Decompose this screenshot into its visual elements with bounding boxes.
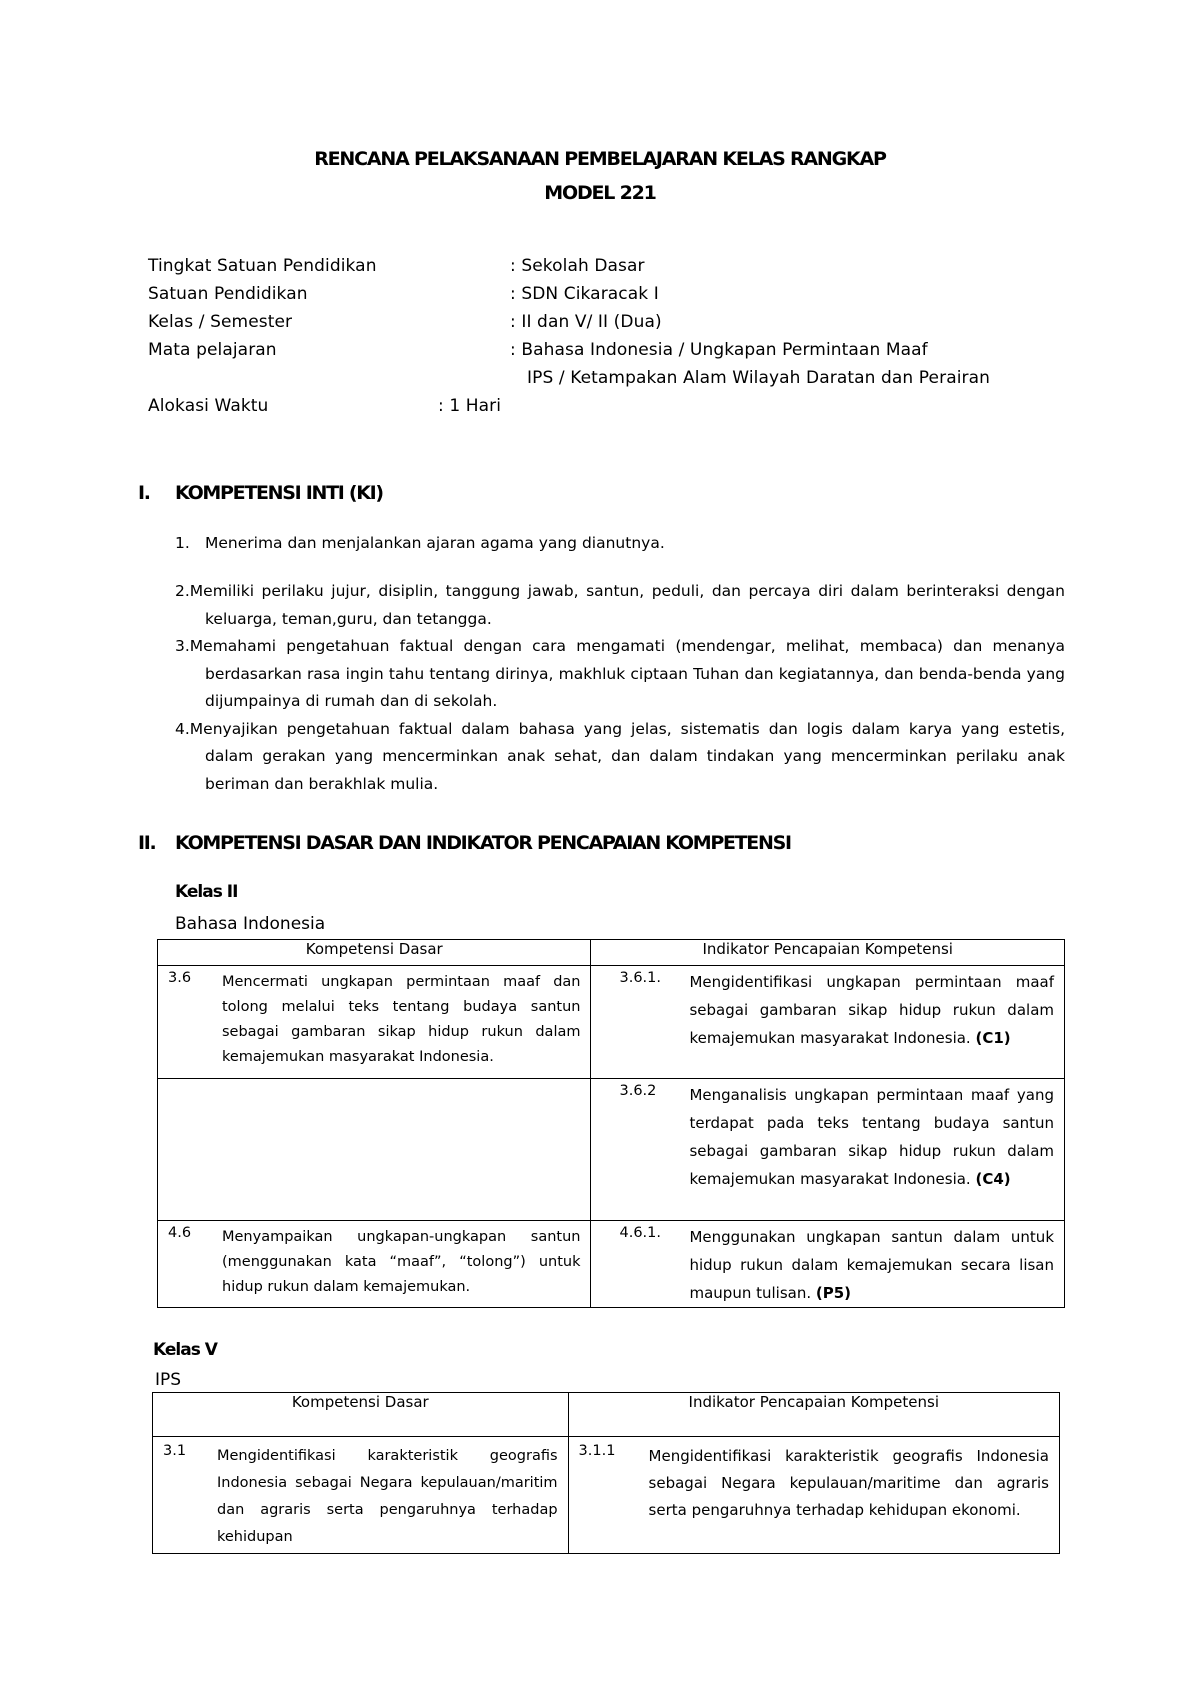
competency-table <box>157 939 1065 1308</box>
table-row <box>158 966 1065 1079</box>
identity-value: : 1 Hari <box>438 396 502 416</box>
ki-text: Memahami pengetahuan faktual dengan cara mengamati (mendengar, melihat, membaca) dan menanya berdasarkan rasa ingin tahu tentang dirinya, makhluk ciptaan Tuhan dan kegiatannya, dan benda-benda yang dijumpainya di rumah dan di sekolah. <box>189 637 1065 710</box>
section-number: I. <box>138 482 150 504</box>
kd-text <box>222 1079 590 1083</box>
identity-label: Kelas / Semester <box>148 312 293 332</box>
ki-list <box>175 578 1065 798</box>
identity-value: : II dan V/ II (Dua) <box>510 312 662 332</box>
table-row <box>158 1079 1065 1221</box>
ki-number: 3. <box>175 637 190 655</box>
identity-block <box>148 256 1048 426</box>
class-label: Kelas V <box>153 1340 217 1360</box>
indicator-code: 4.6.1. <box>619 1225 661 1241</box>
table-row <box>158 1221 1065 1308</box>
ki-item <box>175 716 1065 799</box>
indicator-text: Menggunakan ungkapan santun dalam untuk hidup rukun dalam kemajemukan secara lisan maupun tulisan. <box>689 1228 1054 1302</box>
identity-label: Alokasi Waktu <box>148 396 269 416</box>
document-subtitle: MODEL 221 <box>544 182 656 204</box>
kd-code <box>158 1079 222 1083</box>
indicator-text: Menganalisis ungkapan permintaan maaf yang terdapat pada teks tentang budaya santun sebagai gambaran sikap hidup rukun dalam kemajemukan masyarakat Indonesia. <box>689 1086 1054 1188</box>
identity-label: Mata pelajaran <box>148 340 277 360</box>
table-header: Kompetensi Dasar <box>153 1393 569 1437</box>
kd-code: 3.1 <box>163 1443 187 1459</box>
identity-value: : Bahasa Indonesia / Ungkapan Permintaan Maaf <box>510 340 928 360</box>
table-row <box>153 1437 1060 1554</box>
indicator-tag: (C1) <box>975 1029 1011 1047</box>
table-header: Indikator Pencapaian Kompetensi <box>591 940 1065 966</box>
ki-number: 4. <box>175 719 190 738</box>
identity-label: Tingkat Satuan Pendidikan <box>148 256 377 276</box>
section-title: KOMPETENSI INTI (KI) <box>175 482 383 504</box>
document-title: RENCANA PELAKSANAAN PEMBELAJARAN KELAS RANGKAP <box>314 148 886 170</box>
indicator-code: 3.1.1 <box>578 1443 616 1459</box>
ki-number: 1. <box>175 534 190 552</box>
ki-text: Menerima dan menjalankan ajaran agama yang dianutnya. <box>205 534 665 552</box>
subject-label: IPS <box>155 1370 182 1390</box>
indicator-tag: (C4) <box>975 1170 1011 1188</box>
indicator-code: 3.6.2 <box>619 1083 657 1099</box>
subject-label: Bahasa Indonesia <box>175 914 326 934</box>
kd-text: Mencermati ungkapan permintaan maaf dan tolong melalui teks tentang budaya santun sebagai gambaran sikap hidup rukun dalam kemajemukan masyarakat Indonesia. <box>222 974 581 1065</box>
identity-value: IPS / Ketampakan Alam Wilayah Daratan dan Perairan <box>527 368 991 388</box>
table-header: Kompetensi Dasar <box>158 940 591 966</box>
section-title: KOMPETENSI DASAR DAN INDIKATOR PENCAPAIAN KOMPETENSI <box>175 832 791 854</box>
ki-item <box>175 633 1065 716</box>
indicator-tag: (P5) <box>815 1284 852 1302</box>
kd-code: 4.6 <box>168 1225 192 1241</box>
ki-item <box>175 530 1065 558</box>
identity-value: : SDN Cikaracak I <box>510 284 659 304</box>
kd-text: Menyampaikan ungkapan-ungkapan santun (menggunakan kata “maaf”, “tolong”) untuk hidup rukun dalam kemajemukan. <box>222 1229 581 1295</box>
competency-table <box>152 1392 1060 1554</box>
ki-text: Menyajikan pengetahuan faktual dalam bahasa yang jelas, sistematis dan logis dalam karya yang estetis, dalam gerakan yang mencerminkan anak sehat, dan dalam tindakan yang mencerminkan perilaku anak beriman dan berakhlak mulia. <box>189 719 1065 793</box>
ki-number: 2. <box>175 582 190 600</box>
indicator-code: 3.6.1. <box>619 970 661 986</box>
table-header: Indikator Pencapaian Kompetensi <box>568 1393 1059 1437</box>
section-number: II. <box>138 832 156 854</box>
indicator-text: Mengidentifikasi ungkapan permintaan maaf sebagai gambaran sikap hidup rukun dalam kemajemukan masyarakat Indonesia. <box>689 973 1054 1047</box>
ki-text: Memiliki perilaku jujur, disiplin, tanggung jawab, santun, peduli, dan percaya diri dalam berinteraksi dengan keluarga, teman,guru, dan tetangga. <box>189 582 1065 628</box>
indicator-text: Mengidentifikasi karakteristik geografis Indonesia sebagai Negara kepulauan/maritime dan agraris serta pengaruhnya terhadap kehidupan ekonomi. <box>648 1447 1049 1519</box>
identity-label: Satuan Pendidikan <box>148 284 308 304</box>
kd-text: Mengidentifikasi karakteristik geografis Indonesia sebagai Negara kepulauan/maritim dan agraris serta pengaruhnya terhadap kehidupan <box>217 1448 558 1545</box>
ki-list <box>175 530 1065 558</box>
ki-item <box>175 578 1065 633</box>
identity-value: : Sekolah Dasar <box>510 256 645 276</box>
class-label: Kelas II <box>175 882 238 902</box>
kd-code: 3.6 <box>168 970 192 986</box>
